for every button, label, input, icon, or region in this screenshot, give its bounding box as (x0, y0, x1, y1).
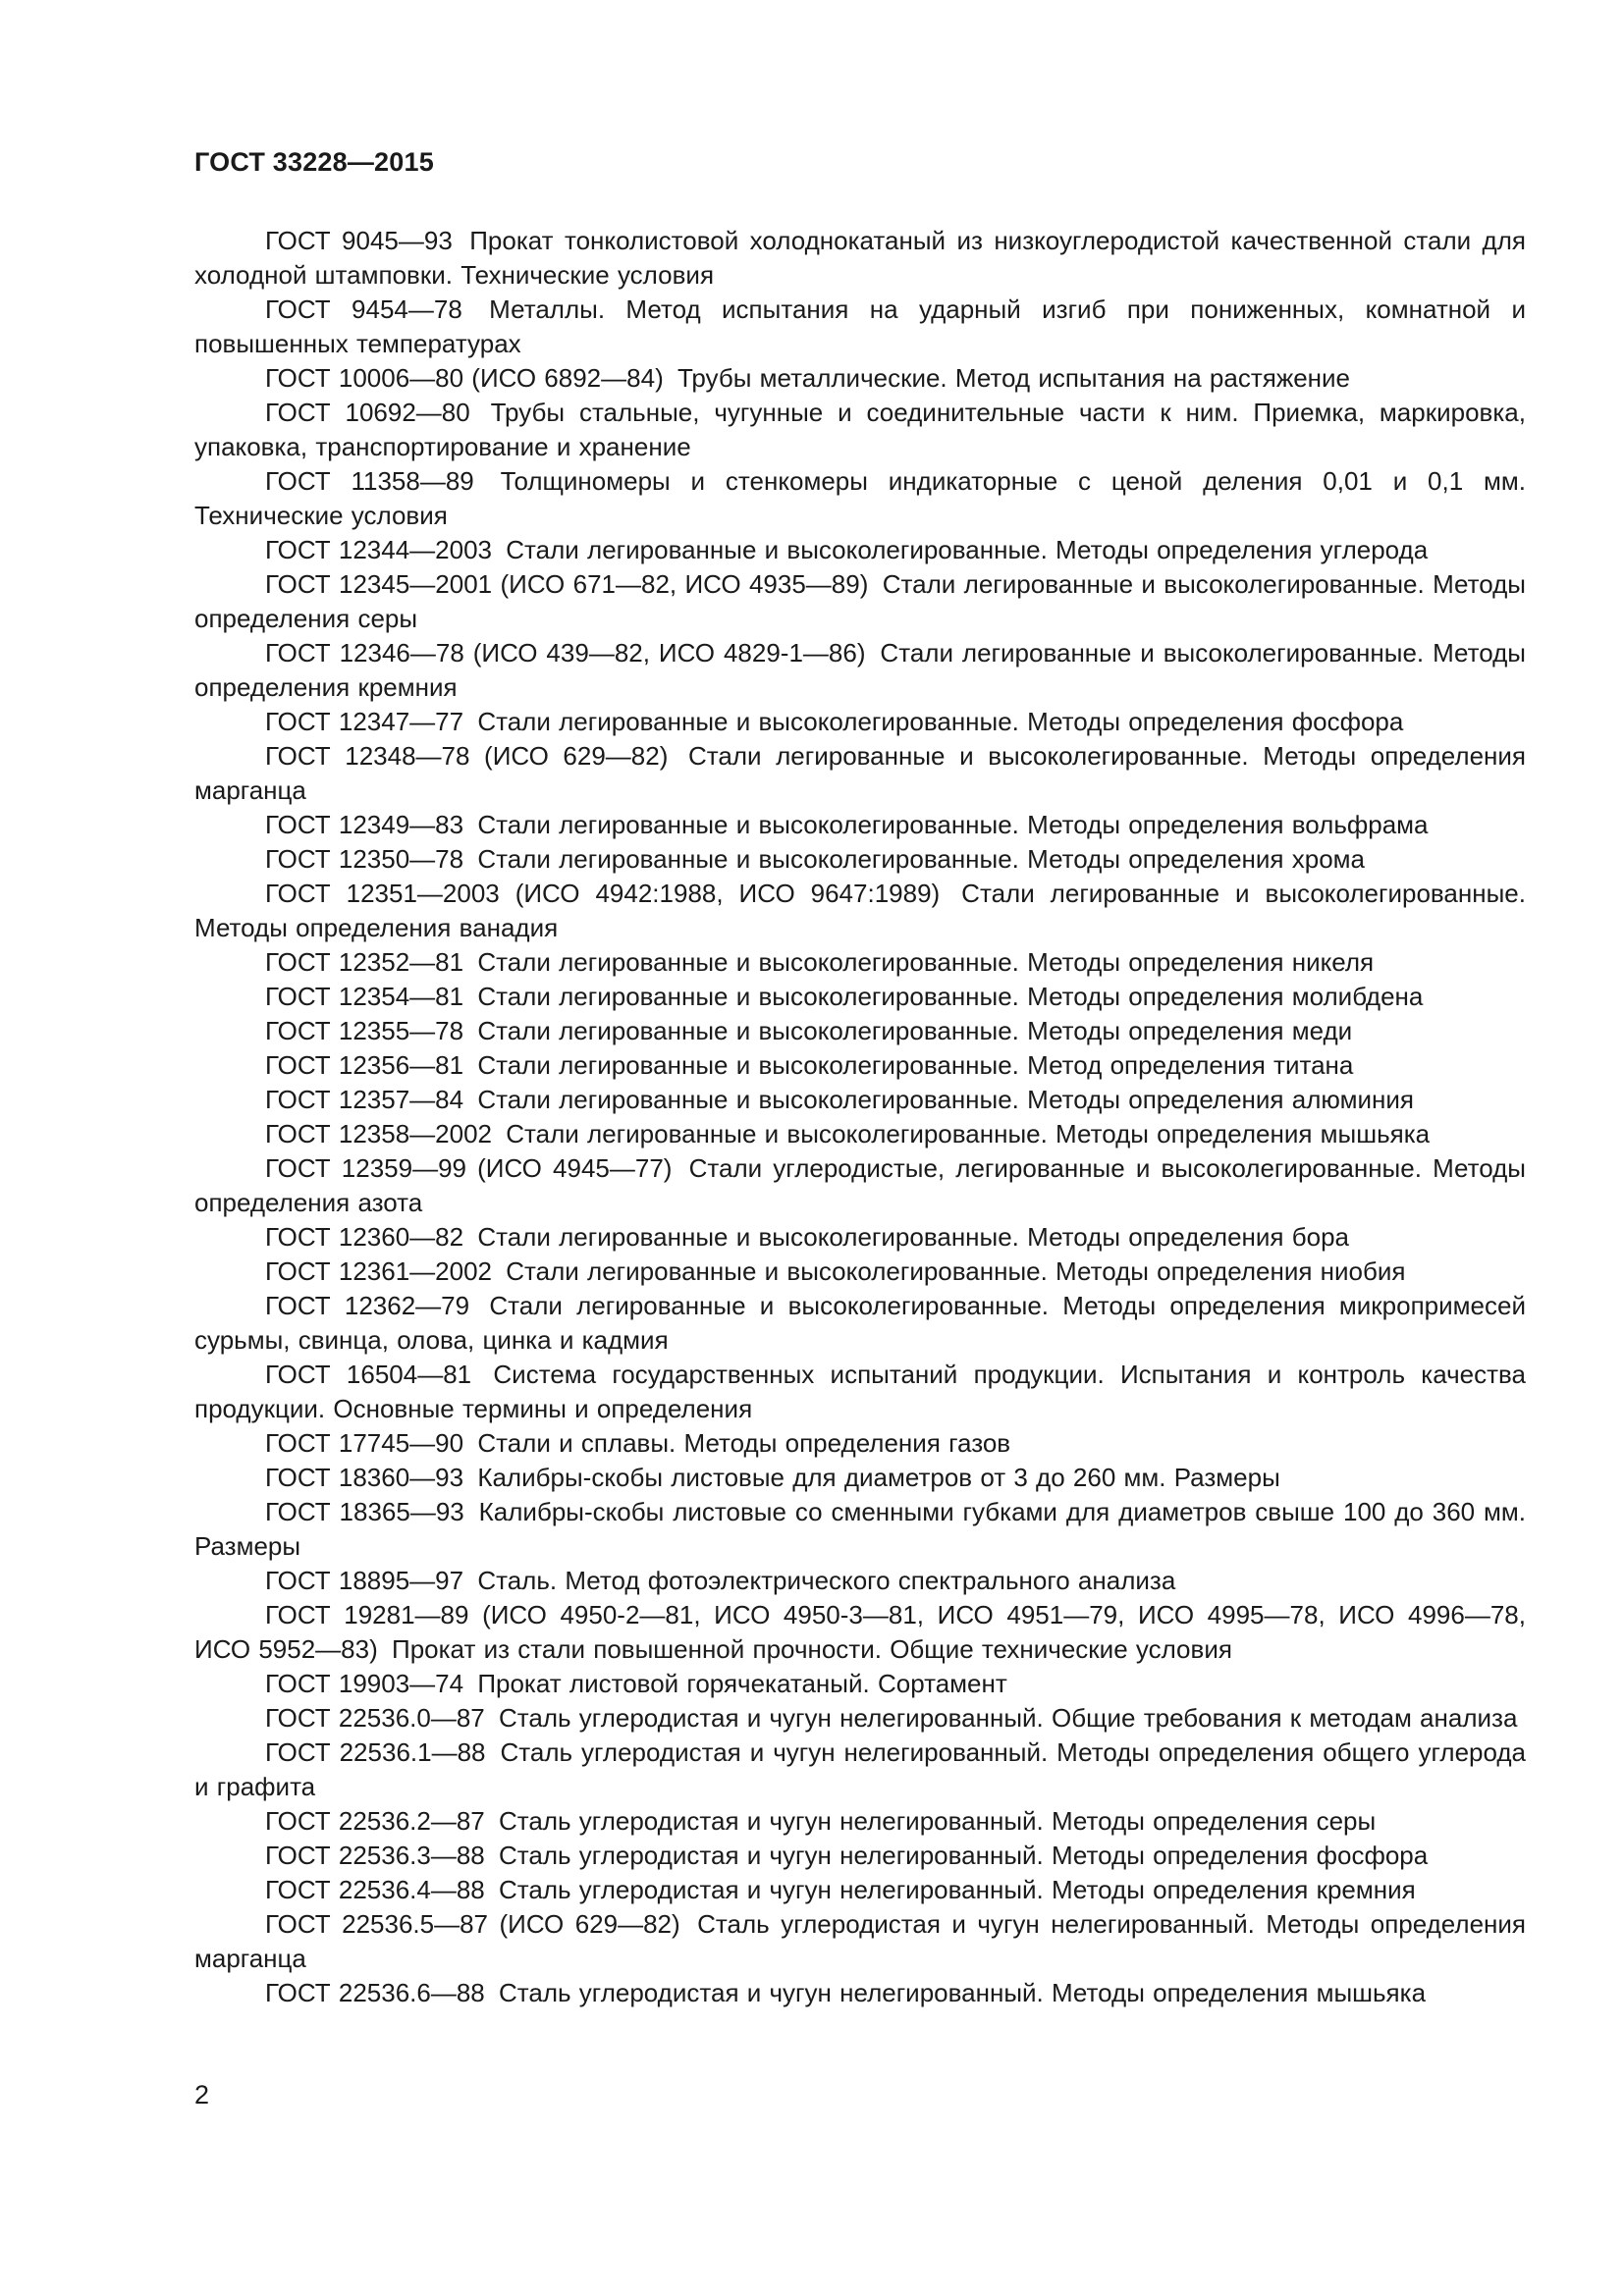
reference-item (194, 1048, 1526, 1083)
reference-title: Стали легированные и высоколегированные. Методы определения фосфора (477, 707, 1404, 736)
reference-item (194, 980, 1526, 1014)
reference-item (194, 293, 1526, 361)
reference-code: ГОСТ 11358—89 (265, 466, 474, 496)
reference-item (194, 1358, 1526, 1426)
reference-item (194, 1598, 1526, 1667)
reference-title: Прокат из стали повышенной прочности. Общие технические условия (392, 1634, 1232, 1664)
reference-item (194, 464, 1526, 533)
reference-title: Сталь углеродистая и чугун нелегированный. Методы определения марганца (194, 1909, 1526, 1973)
reference-title: Стали легированные и высоколегированные. Методы определения марганца (194, 741, 1526, 805)
reference-code: ГОСТ 12345—2001 (ИСО 671—82, ИСО 4935—89) (265, 569, 869, 599)
reference-item (194, 1839, 1526, 1873)
reference-code: ГОСТ 19281—89 (ИСО 4950-2—81, ИСО 4950-3—81, ИСО 4951—79, ИСО 4995—78, ИСО 4996—78, ИСО 5952—83) (194, 1600, 1526, 1664)
reference-code: ГОСТ 18365—93 (265, 1497, 464, 1526)
reference-code: ГОСТ 9454—78 (265, 294, 462, 324)
reference-title: Стали легированные и высоколегированные. Методы определения алюминия (477, 1085, 1414, 1114)
reference-title: Калибры-скобы листовые для диаметров от 3 до 260 мм. Размеры (477, 1463, 1280, 1492)
reference-item (194, 1083, 1526, 1117)
reference-title: Стали легированные и высоколегированные. Методы определения бора (477, 1222, 1350, 1252)
reference-code: ГОСТ 12351—2003 (ИСО 4942:1988, ИСО 9647:1989) (265, 879, 941, 908)
reference-code: ГОСТ 12349—83 (265, 810, 464, 839)
reference-code: ГОСТ 22536.5—87 (ИСО 629—82) (265, 1909, 680, 1939)
reference-item (194, 1426, 1526, 1461)
reference-code: ГОСТ 18360—93 (265, 1463, 464, 1492)
reference-title: Прокат тонколистовой холоднокатаный из низкоуглеродистой качественной стали для холодной штамповки. Технические условия (194, 226, 1526, 290)
reference-item (194, 533, 1526, 567)
reference-item (194, 877, 1526, 945)
reference-title: Трубы металлические. Метод испытания на растяжение (677, 363, 1351, 393)
reference-code: ГОСТ 12348—78 (ИСО 629—82) (265, 741, 669, 771)
reference-code: ГОСТ 12346—78 (ИСО 439—82, ИСО 4829-1—86) (265, 638, 866, 667)
reference-title: Сталь углеродистая и чугун нелегированный. Методы определения серы (499, 1806, 1377, 1836)
reference-code: ГОСТ 16504—81 (265, 1360, 472, 1389)
page-number: 2 (194, 2080, 210, 2109)
reference-item (194, 808, 1526, 842)
reference-title: Стали легированные и высоколегированные. Методы определения углерода (506, 535, 1429, 564)
reference-item (194, 636, 1526, 705)
reference-item (194, 842, 1526, 877)
reference-title: Система государственных испытаний продукции. Испытания и контроль качества продукции. Основные термины и определения (194, 1360, 1526, 1423)
reference-code: ГОСТ 22536.3—88 (265, 1841, 485, 1870)
reference-item (194, 1151, 1526, 1220)
reference-item (194, 1117, 1526, 1151)
reference-item (194, 1289, 1526, 1358)
reference-item (194, 1495, 1526, 1564)
reference-item (194, 1735, 1526, 1804)
reference-code: ГОСТ 19903—74 (265, 1669, 464, 1698)
reference-list (194, 224, 1526, 2010)
reference-title: Стали легированные и высоколегированные. Методы определения кремния (194, 638, 1526, 702)
reference-code: ГОСТ 10692—80 (265, 398, 470, 427)
reference-title: Стали легированные и высоколегированные. Методы определения молибдена (477, 982, 1424, 1011)
reference-title: Толщиномеры и стенкомеры индикаторные с ценой деления 0,01 и 0,1 мм. Технические условия (194, 466, 1526, 530)
reference-code: ГОСТ 12344—2003 (265, 535, 493, 564)
reference-item (194, 1255, 1526, 1289)
reference-title: Стали легированные и высоколегированные. Методы определения вольфрама (477, 810, 1429, 839)
reference-item (194, 1564, 1526, 1598)
reference-title: Стали легированные и высоколегированные. Методы определения мышьяка (506, 1119, 1431, 1148)
reference-item (194, 1667, 1526, 1701)
reference-item (194, 224, 1526, 293)
reference-code: ГОСТ 12356—81 (265, 1050, 464, 1080)
reference-code: ГОСТ 12358—2002 (265, 1119, 493, 1148)
reference-title: Стали легированные и высоколегированные. Метод определения титана (477, 1050, 1354, 1080)
reference-title: Стали легированные и высоколегированные. Методы определения меди (477, 1016, 1353, 1045)
reference-title: Сталь углеродистая и чугун нелегированный. Методы определения фосфора (499, 1841, 1429, 1870)
reference-code: ГОСТ 12361—2002 (265, 1256, 493, 1286)
reference-item (194, 1701, 1526, 1735)
reference-code: ГОСТ 12360—82 (265, 1222, 464, 1252)
reference-title: Стали углеродистые, легированные и высоколегированные. Методы определения азота (194, 1153, 1526, 1217)
reference-code: ГОСТ 12352—81 (265, 947, 464, 977)
reference-code: ГОСТ 12355—78 (265, 1016, 464, 1045)
reference-title: Сталь углеродистая и чугун нелегированный. Методы определения мышьяка (499, 1978, 1427, 2007)
reference-code: ГОСТ 12357—84 (265, 1085, 464, 1114)
reference-title: Стали легированные и высоколегированные. Методы определения хрома (477, 844, 1365, 874)
reference-item (194, 1804, 1526, 1839)
reference-code: ГОСТ 12359—99 (ИСО 4945—77) (265, 1153, 673, 1183)
reference-code: ГОСТ 12354—81 (265, 982, 464, 1011)
reference-item (194, 1014, 1526, 1048)
reference-code: ГОСТ 12362—79 (265, 1291, 470, 1320)
reference-item (194, 739, 1526, 808)
reference-title: Сталь углеродистая и чугун нелегированный. Методы определения общего углерода и графита (194, 1737, 1527, 1801)
reference-code: ГОСТ 22536.4—88 (265, 1875, 485, 1904)
reference-code: ГОСТ 22536.1—88 (265, 1737, 486, 1767)
reference-item (194, 705, 1526, 739)
reference-code: ГОСТ 22536.0—87 (265, 1703, 485, 1733)
reference-item (194, 1907, 1526, 1976)
reference-item (194, 1873, 1526, 1907)
reference-title: Стали легированные и высоколегированные. Методы определения ванадия (194, 879, 1526, 942)
reference-item (194, 396, 1526, 464)
reference-item (194, 1461, 1526, 1495)
reference-code: ГОСТ 12350—78 (265, 844, 464, 874)
reference-title: Стали легированные и высоколегированные. Методы определения серы (194, 569, 1526, 633)
reference-code: ГОСТ 22536.6—88 (265, 1978, 485, 2007)
reference-code: ГОСТ 22536.2—87 (265, 1806, 485, 1836)
reference-title: Прокат листовой горячекатаный. Сортамент (477, 1669, 1007, 1698)
reference-item (194, 1220, 1526, 1255)
reference-title: Сталь углеродистая и чугун нелегированный. Методы определения кремния (499, 1875, 1416, 1904)
reference-title: Трубы стальные, чугунные и соединительные части к ним. Приемка, маркировка, упаковка, транспортирование и хранение (194, 398, 1526, 461)
reference-title: Стали и сплавы. Методы определения газов (477, 1428, 1011, 1458)
reference-title: Стали легированные и высоколегированные. Методы определения никеля (477, 947, 1375, 977)
reference-item (194, 361, 1526, 396)
reference-title: Калибры-скобы листовые со сменными губками для диаметров свыше 100 до 360 мм. Размеры (194, 1497, 1526, 1561)
reference-code: ГОСТ 18895—97 (265, 1566, 464, 1595)
reference-title: Стали легированные и высоколегированные. Методы определения ниобия (506, 1256, 1406, 1286)
reference-title: Сталь. Метод фотоэлектрического спектрального анализа (477, 1566, 1176, 1595)
reference-item (194, 945, 1526, 980)
reference-item (194, 1976, 1526, 2010)
reference-code: ГОСТ 10006—80 (ИСО 6892—84) (265, 363, 664, 393)
reference-code: ГОСТ 17745—90 (265, 1428, 464, 1458)
reference-code: ГОСТ 12347—77 (265, 707, 464, 736)
reference-title: Сталь углеродистая и чугун нелегированный. Общие требования к методам анализа (499, 1703, 1518, 1733)
reference-title: Стали легированные и высоколегированные. Методы определения микропримесей сурьмы, свинца, олова, цинка и кадмия (194, 1291, 1526, 1355)
reference-item (194, 567, 1526, 636)
document-header: ГОСТ 33228—2015 (194, 147, 434, 177)
reference-code: ГОСТ 9045—93 (265, 226, 453, 255)
reference-title: Металлы. Метод испытания на ударный изгиб при пониженных, комнатной и повышенных температурах (194, 294, 1526, 358)
